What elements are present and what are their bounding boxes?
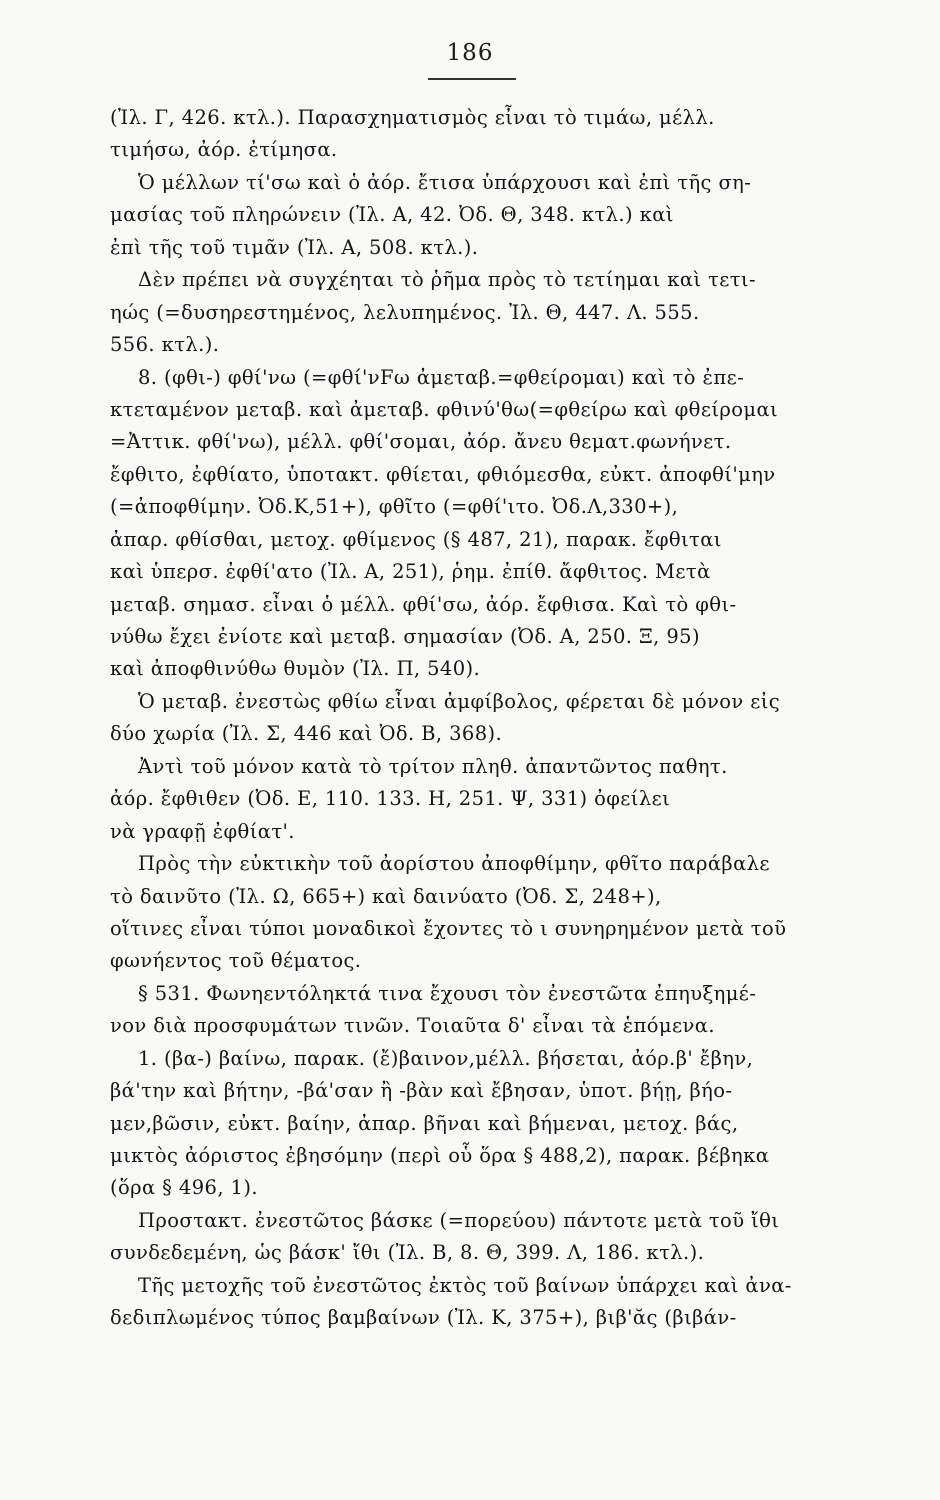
text-line: (Ἰλ. Γ, 426. κτλ.). Παρασχηματισμὸς εἶναι τὸ τιμάω, μέλλ. [110,106,715,129]
text-line: 8. (φθι-) φθί'νω (=φθί'νFω ἀμεταβ.=φθείρομαι) καὶ τὸ ἐπε- [138,365,745,389]
text-line: Πρὸς τὴν εὐκτικὴν τοῦ ἀορίστου ἀποφθίμην, φθῖτο παράβαλε [138,852,770,876]
page-number: 186 [446,40,494,66]
text-line: Δὲν πρέπει νὰ συγχέηται τὸ ῥῆμα πρὸς τὸ τετίημαι καὶ τετι- [138,268,756,292]
body-text [110,102,850,1335]
text-line: δεδιπλωμένος τύπος βαμβαίνων (Ἰλ. Κ, 375+), βιβ'ᾰς (βιβάν- [110,1306,737,1330]
text-line: =Ἀττικ. φθί'νω), μέλλ. φθί'σομαι, ἀόρ. ἄνευ θεματ.φωνήνετ. [110,430,732,454]
text-line: νὰ γραφῇ ἐφθίατ'. [110,819,295,843]
text-line: ηώς (=δυσηρεστημένος, λελυπημένος. Ἰλ. Θ, 447. Λ. 555. [110,300,700,324]
text-line: συνδεδεμένη, ὡς βάσκ' ἴθι (Ἰλ. Β, 8. Θ, 399. Λ, 186. κτλ.). [110,1241,705,1265]
text-line: νον διὰ προσφυμάτων τινῶν. Τοιαῦτα δ' εἶναι τὰ ἑπόμενα. [110,1014,715,1038]
text-line: μικτὸς ἀόριστος ἐβησόμην (περὶ οὗ ὅρα § 488,2), παρακ. βέβηκα [110,1144,770,1167]
text-line: βά'την καὶ βήτην, -βά'σαν ἢ -βὰν καὶ ἔβησαν, ὑποτ. βήῃ, βήο- [110,1079,733,1103]
text-line: νύθω ἔχει ἐνίοτε καὶ μεταβ. σημασίαν (Ὀδ. Α, 250. Ξ, 95) [110,625,700,648]
text-line: Τῆς μετοχῆς τοῦ ἐνεστῶτος ἐκτὸς τοῦ βαίνων ὑπάρχει καὶ ἀνα- [138,1273,792,1297]
text-line: τὸ δαινῦτο (Ἰλ. Ω, 665+) καὶ δαινύατο (Ὀδ. Σ, 248+), [110,884,662,908]
text-line: μεταβ. σημασ. εἶναι ὁ μέλλ. φθί'σω, ἀόρ. ἔφθισα. Καὶ τὸ φθι- [110,592,737,616]
text-line: Ἀντὶ τοῦ μόνον κατὰ τὸ τρίτον πληθ. ἀπαντῶντος παθητ. [138,754,728,778]
text-line: ἀπαρ. φθίσθαι, μετοχ. φθίμενος (§ 487, 21), παρακ. ἔφθιται [110,527,722,551]
text-line: κτεταμένον μεταβ. καὶ ἀμεταβ. φθινύ'θω(=φθείρω καὶ φθείρομαι [110,397,779,421]
text-line: οἵτινες εἶναι τύποι μοναδικοὶ ἔχοντες τὸ ι συνηρημένον μετὰ τοῦ [110,916,787,940]
text-line: 1. (βα-) βαίνω, παρακ. (ἔ)βαινον,μέλλ. βήσεται, ἀόρ.β' ἔβην, [138,1046,754,1070]
text-line: ἀόρ. ἔφθιθεν (Ὀδ. Ε, 110. 133. Η, 251. Ψ, 331) ὀφείλει [110,787,671,811]
page-number-rule [428,78,516,80]
text-line: καὶ ἀποφθινύθω θυμὸν (Ἰλ. Π, 540). [110,657,481,681]
text-line: μασίας τοῦ πληρώνειν (Ἰλ. Α, 42. Ὀδ. Θ, 348. κτλ.) καὶ [110,203,674,227]
text-line: Ὁ μέλλων τί'σω καὶ ὁ ἀόρ. ἔτισα ὑπάρχουσι καὶ ἐπὶ τῆς ση- [138,170,752,194]
text-line: ἐπὶ τῆς τοῦ τιμᾶν (Ἰλ. Α, 508. κτλ.). [110,235,479,259]
text-line: (ὅρα § 496, 1). [110,1176,258,1200]
text-line: Ὁ μεταβ. ἐνεστὼς φθίω εἶναι ἀμφίβολος, φέρεται δὲ μόνον εἰς [138,689,781,713]
text-line: 556. κτλ.). [110,333,220,357]
text-line: Προστακτ. ἐνεστῶτος βάσκε (=πορεύου) πάντοτε μετὰ τοῦ ἴθι [138,1208,780,1232]
text-line: φωνήεντος τοῦ θέματος. [110,949,362,973]
text-line: τιμήσω, ἀόρ. ἐτίμησα. [110,138,338,162]
text-line: (=ἀποφθίμην. Ὀδ.Κ,51+), φθῖτο (=φθί'ιτο. Ὀδ.Λ,330+), [110,495,679,519]
text-line: ἔφθιτο, ἐφθίατο, ὑποτακτ. φθίεται, φθιόμεσθα, εὐκτ. ἀποφθί'μην [110,462,776,486]
text-line: καὶ ὑπερσ. ἐφθί'ατο (Ἰλ. Α, 251), ῥημ. ἐπίθ. ἄφθιτος. Μετὰ [110,560,711,584]
text-line: § 531. Φωνηεντόληκτά τινα ἔχουσι τὸν ἐνεστῶτα ἐπηυξημέ- [138,981,757,1005]
text-line: δύο χωρία (Ἰλ. Σ, 446 καὶ Ὀδ. Β, 368). [110,722,503,746]
text-line: μεν,βῶσιν, εὐκτ. βαίην, ἀπαρ. βῆναι καὶ βήμεναι, μετοχ. βάς, [110,1111,739,1135]
